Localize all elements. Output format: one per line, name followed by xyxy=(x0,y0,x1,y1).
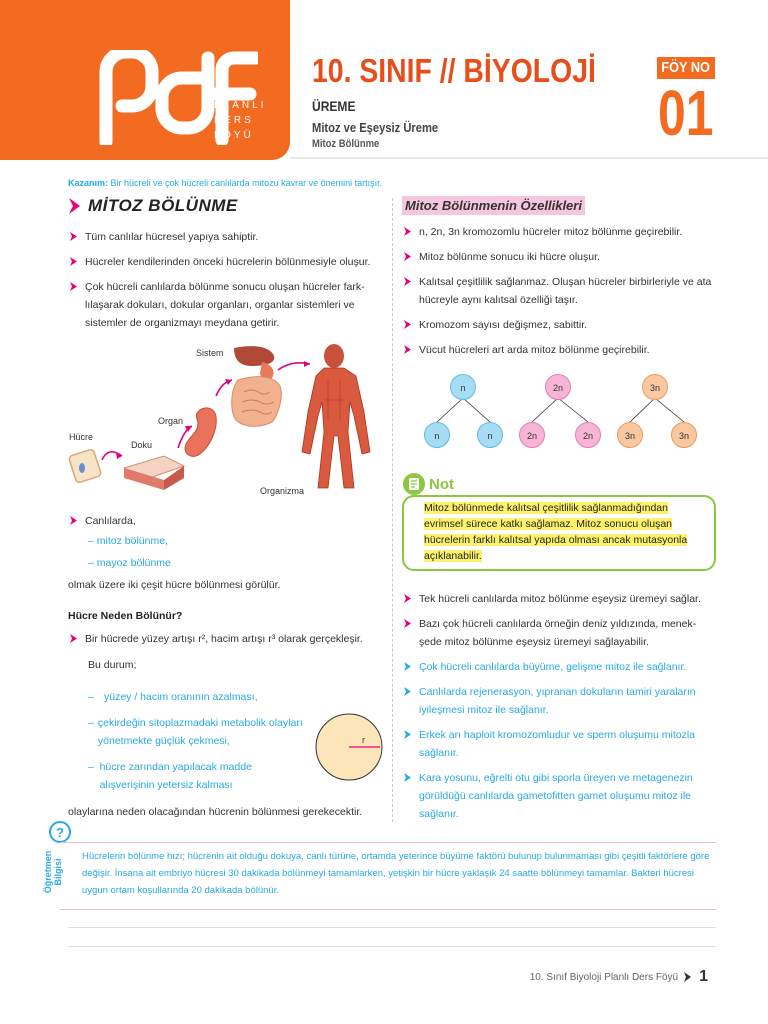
bullet-item-blue: Çok hücreli canlılarda büyüme, gelişme mitoz ile sağlanır. xyxy=(402,658,718,676)
section-title-text: MİTOZ BÖLÜNME xyxy=(88,196,238,215)
organization-illustration xyxy=(66,340,386,500)
bullet-item-blue: Canlılarda rejenerasyon, yıpranan dokuların tamiri yaraların iyileşmesi mitoz ile sağlanır. xyxy=(402,683,718,719)
logo-word-ders: DERS xyxy=(214,115,254,126)
bullet-item: Tek hücreli canlılarda mitoz bölünme eşeysiz üremeyi sağlar. xyxy=(402,590,718,608)
left-column xyxy=(68,196,384,332)
chevron-right-icon xyxy=(404,619,411,628)
chevron-right-icon xyxy=(68,197,82,215)
chevron-right-icon xyxy=(70,634,77,643)
kazanim xyxy=(68,178,382,188)
chevron-right-icon xyxy=(683,971,693,983)
cell-illustration xyxy=(68,449,101,484)
subtitle-2: Mitoz Bölünme xyxy=(312,138,380,150)
label-sistem: Sistem xyxy=(196,348,224,358)
chevron-right-icon xyxy=(404,320,411,329)
bullet-item: Kromozom sayısı değişmez, sabittir. xyxy=(402,316,718,334)
chevron-right-icon xyxy=(70,516,77,525)
foy-badge xyxy=(657,57,715,79)
chevron-right-icon xyxy=(404,594,411,603)
chevron-right-icon xyxy=(70,257,77,266)
bullet-item: n, 2n, 3n kromozomlu hücreler mitoz bölünme geçirebilir. xyxy=(402,223,718,241)
tree-node-parent-n: n xyxy=(450,374,476,400)
label-doku: Doku xyxy=(131,440,153,450)
reason-item: – yüzey / hacim oranının azalması, xyxy=(88,691,258,703)
chevron-right-icon xyxy=(404,227,411,236)
tree-node-child-2n: 2n xyxy=(519,422,545,448)
footer xyxy=(530,968,708,986)
note-text: Mitoz bölünmede kalıtsal çeşitlilik sağlanmadığından evrimsel sürece katkı sağlamaz. Mitoz sonucu oluşan hücrelerin farklı kalıtsal yapıda olması ancak mutasyonla açıklanabilir. xyxy=(424,502,688,562)
conclusion: olaylarına neden olacağından hücrenin bölünmesi gerekecektir. xyxy=(68,806,363,818)
bullet-item-blue: Erkek arı haploit kromozomludur ve sperm oluşumu mitozla sağlanır. xyxy=(402,726,718,762)
chevron-right-icon xyxy=(404,662,411,671)
note-header xyxy=(402,472,454,496)
page-number: 1 xyxy=(699,968,708,985)
right-bullets-2 xyxy=(402,590,718,823)
note-label: Not xyxy=(429,475,454,493)
tissue-illustration xyxy=(124,456,184,490)
bullet-item: Mitoz bölünme sonucu iki hücre oluşur. xyxy=(402,248,718,266)
unit-title: ÜREME xyxy=(312,98,356,114)
chevron-right-icon xyxy=(404,252,411,261)
properties-title: Mitoz Bölünmenin Özellikleri xyxy=(402,196,585,215)
svg-text:?: ? xyxy=(56,825,64,840)
bullet-item: Bazı çok hücreli canlılarda örneğin deniz yıldızında, menek-şede mitoz bölünme eşeysiz üremeyi sağlayabilir. xyxy=(402,615,718,651)
chevron-right-icon xyxy=(404,773,411,782)
logo-word-planli: PLANLI xyxy=(214,100,267,111)
header-divider xyxy=(290,157,768,159)
bullet-item: Çok hücreli canlılarda bölünme sonucu oluşan hücreler fark-lılaşarak dokuları, dokular organları, organlar sistemleri ve sistemler de organizmayı meydana getirir. xyxy=(68,278,384,332)
type-mitoz: – mitoz bölünme, xyxy=(88,535,168,547)
bullet-item: Canlılarda, xyxy=(68,512,384,530)
reason-item: – çekirdeğin sitoplazmadaki metabolik olayları yönetmekte güçlük çekmesi, xyxy=(88,717,303,747)
type-mayoz: – mayoz bölünme xyxy=(88,557,171,569)
column-divider xyxy=(392,198,393,822)
bullet-item: Hücreler kendilerinden önceki hücrelerin bölünmesiyle oluşur. xyxy=(68,253,384,271)
tree-node-child-n: n xyxy=(477,422,503,448)
tree-node-parent-3n: 3n xyxy=(642,374,668,400)
reasons-list xyxy=(88,688,308,794)
why-title: Hücre Neden Bölünür? xyxy=(68,610,183,622)
logo-block xyxy=(0,0,290,160)
tree-node-child-3n: 3n xyxy=(671,422,697,448)
types-after: olmak üzere iki çeşit hücre bölünmesi görülür. xyxy=(68,579,281,591)
footer-text: 10. Sınıf Biyoloji Planlı Ders Föyü xyxy=(529,971,679,983)
bullet-item-blue: Kara yosunu, eğrelti otu gibi sporla üreyen ve metagenezin görüldüğü canlılarda gametofitten gamet oluşumu mitoz ile sağlanır. xyxy=(402,769,718,823)
subtitle-1: Mitoz ve Eşeysiz Üreme xyxy=(312,120,439,135)
chevron-right-icon xyxy=(404,277,411,286)
digestive-system-illustration xyxy=(232,346,282,426)
chevron-right-icon xyxy=(404,345,411,354)
bullet-item: Tüm canlılar hücresel yapıya sahiptir. xyxy=(68,228,384,246)
section-title-mitoz xyxy=(68,196,384,216)
chevron-right-icon xyxy=(404,730,411,739)
division-types xyxy=(68,512,384,674)
note-icon xyxy=(402,472,426,496)
reason-item: – hücre zarından yapılacak madde alışverişinin yetersiz kalması xyxy=(88,761,252,791)
tree-node-parent-2n: 2n xyxy=(545,374,571,400)
page-title: 10. SINIF // BİYOLOJİ xyxy=(312,52,596,89)
label-hucre: Hücre xyxy=(69,432,94,442)
logo-words xyxy=(214,98,266,143)
chevron-right-icon xyxy=(70,282,77,291)
teacher-text: Hücrelerin bölünme hızı; hücrenin ait olduğu dokuya, canlı türüne, ortamda yeterince büyüme faktörü bulunup bulunmaması gibi çeşitli faktörlere göre değişir. İnsana ait embriyo hücresi 30 dakikada bölünmeyi tamamlarken, yetişkin bir hücre yaklaşık 24 saatte bölünmeyi tamamlar. Bakteri hücresi uygun ortam koşullarında 20 dakikada bölünür. xyxy=(82,851,710,896)
tree-node-child-n: n xyxy=(424,422,450,448)
chevron-right-icon xyxy=(404,687,411,696)
kazanim-text: Bir hücreli ve çok hücreli canlılarda mitozu kavrar ve önemini tartışır. xyxy=(110,178,383,188)
bullet-item: Bir hücrede yüzey artışı r², hacim artışı r³ olarak gerçekleşir. xyxy=(68,630,384,648)
tree-node-child-3n: 3n xyxy=(617,422,643,448)
foy-number: 01 xyxy=(658,77,714,149)
label-organizma: Organizma xyxy=(260,486,305,496)
tree-node-child-2n: 2n xyxy=(575,422,601,448)
writing-line xyxy=(68,946,716,947)
radius-label: r xyxy=(362,735,365,745)
kazanim-label: Kazanım: xyxy=(68,178,109,188)
bu-durum: Bu durum; xyxy=(88,659,137,671)
writing-line xyxy=(68,927,716,928)
cell-circle-diagram xyxy=(314,712,384,782)
stomach-illustration xyxy=(185,408,216,456)
bullet-item: Kalıtsal çeşitlilik sağlanmaz. Oluşan hücreler birbirleriyle ve ata hücreyle aynı kalıtsal özelliği taşır. xyxy=(402,273,718,309)
teacher-side-label: Öğretmen Bilgisi xyxy=(43,850,63,894)
label-organ: Organ xyxy=(158,416,184,426)
logo-word-foyu: FÖYÜ xyxy=(214,130,254,141)
foy-label: FÖY NO xyxy=(661,59,711,76)
bullet-item: Vücut hücreleri art arda mitoz bölünme geçirebilir. xyxy=(402,341,718,359)
right-column xyxy=(402,196,718,359)
human-body-illustration xyxy=(302,344,370,488)
chevron-right-icon xyxy=(70,232,77,241)
